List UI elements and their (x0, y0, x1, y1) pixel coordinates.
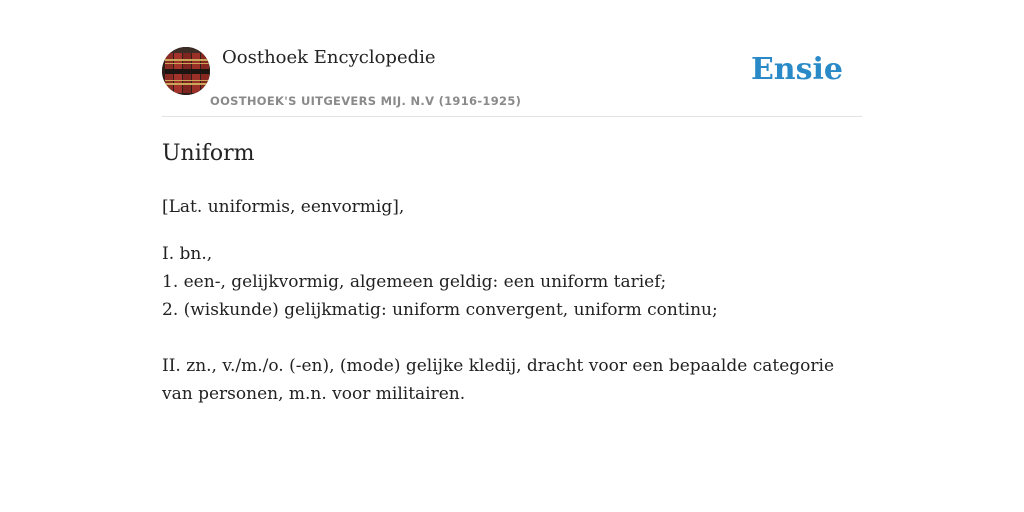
publisher-label: OOSTHOEK'S UITGEVERS MIJ. N.V (1916-1925) (210, 94, 522, 108)
book-header (162, 46, 862, 117)
definition-line: II. zn., v./m./o. (-en), (mode) gelijke kledij, dracht voor een bepaalde categorie van personen, m.n. voor militairen. (162, 356, 835, 404)
book-title[interactable]: Oosthoek Encyclopedie (222, 47, 436, 68)
definition-line: I. bn., (162, 244, 213, 264)
entry-title: Uniform (162, 141, 255, 166)
ensie-logo[interactable]: Ensie (750, 52, 843, 87)
definition-line: 2. (wiskunde) gelijkmatig: uniform convergent, uniform continu; (162, 300, 718, 320)
book-spines-icon (162, 47, 210, 95)
dictionary-entry (162, 136, 862, 408)
entry-definition (162, 240, 862, 408)
book-cover-avatar[interactable] (162, 47, 210, 95)
definition-spacer (162, 324, 862, 352)
entry-etymology: [Lat. uniformis, eenvormig], (162, 197, 405, 217)
definition-line: 1. een-, gelijkvormig, algemeen geldig: een uniform tarief; (162, 272, 667, 292)
